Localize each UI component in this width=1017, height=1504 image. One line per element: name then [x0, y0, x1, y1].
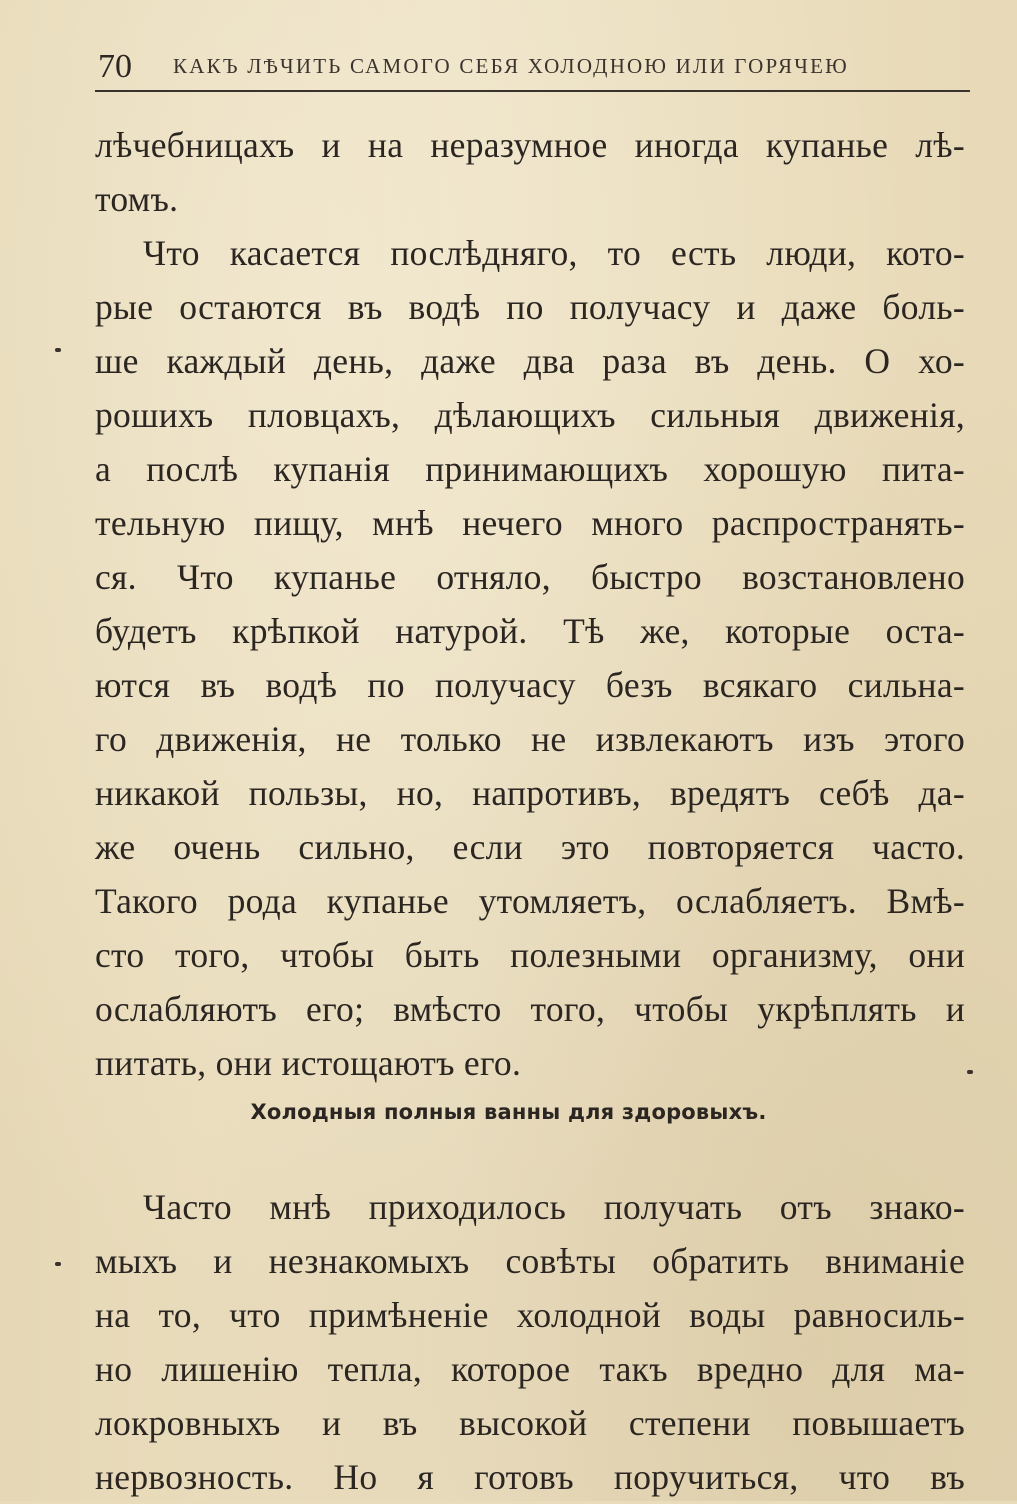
text-line: го движенія, не только не извлекаютъ изъ этого — [95, 719, 965, 759]
text-line: тельную пищу, мнѣ нечего много распространять- — [95, 503, 965, 543]
text-line: ся. Что купанье отняло, быстро возстановлено — [95, 557, 965, 597]
text-line: рошихъ пловцахъ, дѣлающихъ сильныя движенія, — [95, 395, 965, 435]
text-line: ше каждый день, даже два раза въ день. О хо- — [95, 341, 965, 381]
body-text-bottom — [95, 1180, 965, 1504]
text-line: а послѣ купанія принимающихъ хорошую пита- — [95, 449, 965, 489]
text-line: но лишенію тепла, которое такъ вредно для ма- — [95, 1349, 965, 1389]
text-line: на то, что примѣненіе холодной воды равносиль- — [95, 1295, 965, 1335]
text-line: рые остаются въ водѣ по получасу и даже боль- — [95, 287, 965, 327]
text-line: питать, они истощаютъ его. — [95, 1043, 522, 1083]
body-text-top — [95, 118, 965, 1090]
ink-speck — [55, 348, 61, 352]
text-line: будетъ крѣпкой натурой. Тѣ же, которые оста- — [95, 611, 965, 651]
text-line: Часто мнѣ приходилось получать отъ знако- — [143, 1187, 965, 1227]
text-line: ослабляютъ его; вмѣсто того, чтобы укрѣплять и — [95, 989, 965, 1029]
text-line: Такого рода купанье утомляетъ, ослабляетъ. Вмѣ- — [95, 881, 965, 921]
text-line: нервозность. Но я готовъ поручиться, что въ — [95, 1457, 965, 1497]
page-header — [95, 42, 970, 92]
running-head: КАКЪ ЛѢЧИТЬ САМОГО СЕБЯ ХОЛОДНОЮ ИЛИ ГОРЯЧЕЮ — [173, 54, 849, 78]
text-line: Что касается послѣдняго, то есть люди, кото- — [143, 233, 965, 273]
text-line: томъ. — [95, 179, 179, 219]
section-heading: Холодныя полныя ванны для здоровыхъ. — [250, 1100, 767, 1124]
text-line: мыхъ и незнакомыхъ совѣты обратить вниманіе — [95, 1241, 965, 1281]
page-number: 70 — [98, 48, 132, 85]
text-line: же очень сильно, если это повторяется часто. — [95, 827, 965, 867]
ink-speck — [967, 1070, 973, 1074]
ink-speck — [55, 1262, 61, 1266]
text-line: локровныхъ и въ высокой степени повышаетъ — [95, 1403, 965, 1443]
text-line: никакой пользы, но, напротивъ, вредятъ себѣ да- — [95, 773, 965, 813]
text-line: лѣчебницахъ и на неразумное иногда купанье лѣ- — [95, 125, 965, 165]
text-line: сто того, чтобы быть полезными организму, они — [95, 935, 965, 975]
text-line: ются въ водѣ по получасу безъ всякаго сильна- — [95, 665, 965, 705]
